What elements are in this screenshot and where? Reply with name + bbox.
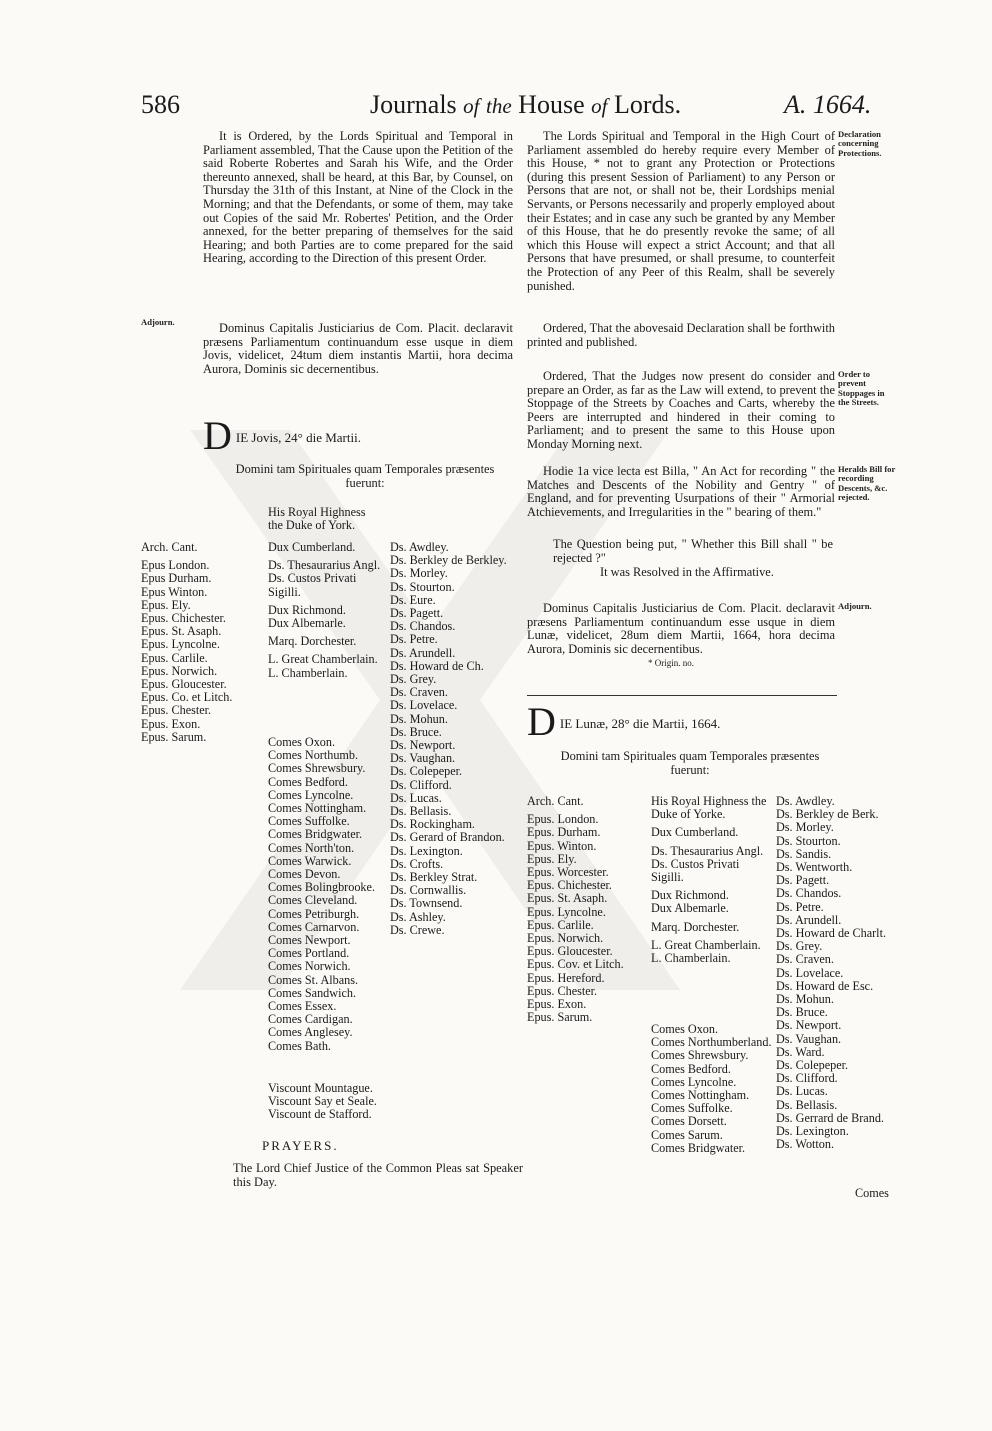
- page-year: A. 1664.: [784, 90, 872, 119]
- ordered-printed-paragraph: Ordered, That the abovesaid Declaration shall be forthwith printed and published.: [527, 321, 835, 349]
- present-heading-right: Domini tam Spirituales quam Temporales præsentes fuerunt:: [560, 749, 820, 777]
- present-heading: Domini tam Spirituales quam Temporales præsentes fuerunt:: [235, 462, 495, 490]
- margin-note-adjourn-right: Adjourn.: [838, 601, 872, 611]
- adjourn-paragraph: Dominus Capitalis Justiciarius de Com. Placit. declaravit præsens Parliamentum continuandum esse usque in diem Jovis, videlicet, 24tum diem instantis Martii, hora decima Aurora, Dominis sic decernentibus.: [203, 321, 513, 376]
- section-divider: [527, 695, 837, 696]
- spiritual-lords-list-right: Arch. Cant. Epus. London. Epus. Durham. Epus. Winton. Epus. Ely. Epus. Worcester. Epus. Chichester. Epus. St. Asaph. Epus. Lyncolne. Epus. Carlile. Epus. Norwich. Epus. Gloucester. Epus. Cov. et Litch. Epus. Hereford. Epus. Chester. Epus. Exon. Epus. Sarum.: [527, 794, 624, 1025]
- catchword: Comes: [855, 1186, 889, 1200]
- royal-highness: His Royal Highness the Duke of York.: [268, 505, 366, 533]
- page-number: 586: [141, 90, 180, 119]
- ordered-judges-paragraph: Ordered, That the Judges now present do consider and prepare an Order, as far as the Law will extend, to prevent the Stoppage of the Streets by Coaches and Carts, whereby the Peers are interrupted and hindered in their coming to Parliament; and to present the same to this House upon Monday Morning next.: [527, 369, 835, 451]
- earls-list-right: Comes Oxon. Comes Northumberland. Comes Shrewsbury. Comes Bedford. Comes Lyncolne. Comes Nottingham. Comes Suffolke. Comes Dorsett. Comes Sarum. Comes Bridgwater.: [651, 1022, 772, 1155]
- day-heading-jovis: D IE Jovis, 24° die Martii.: [203, 413, 361, 458]
- officers-list: Dux Cumberland. Ds. Thesaurarius Angl. Ds. Custos Privati Sigilli. Dux Richmond. Dux Albemarle. Marq. Dorchester. L. Great Chamberlain. L. Chamberlain.: [268, 540, 381, 680]
- declaration-paragraph: The Lords Spiritual and Temporal in the High Court of Parliament assembled do hereby require every Member of this House, * not to grant any Protection or Protections (during this present Session of Parliament) to any Person or Persons that are not, or shall not be, their Lordships menial Servants, or Persons necessarily and properly employed about their Estates; and in case any such be granted by any Member of this House, that he do presently revoke the same; of all which this House will expect a strict Account; and that all Persons that have presumed, or shall presume, to counterfeit the Protection of any Peer of this Realm, shall be severely punished.: [527, 129, 835, 293]
- footnote-origin: * Origin. no.: [648, 658, 694, 668]
- prayers-heading: PRAYERS.: [262, 1138, 339, 1153]
- ordered-paragraph: It is Ordered, by the Lords Spiritual and Temporal in Parliament assembled, That the Cause upon the Petition of the said Roberte Robertes and Sarah his Wife, and the Order thereunto annexed, shall be heard, at this Bar, by Counsel, on Thursday the 31th of this Instant, at Nine of the Clock in the Morning; and that the Defendants, or some of them, may take out Copies of the said Mr. Robertes' Petition, and the Order annexed, for the better preparing of themselves for the said Hearing; and both Parties are to come prepared for the said Hearing, according to the Direction of this present Order.: [203, 129, 513, 266]
- margin-note-declaration: Declaration concerning Protections.: [838, 129, 882, 158]
- officers-list-right: His Royal Highness the Duke of Yorke. Dux Cumberland. Ds. Thesaurarius Angl. Ds. Custos Privati Sigilli. Dux Richmond. Dux Albemarle. Marq. Dorchester. L. Great Chamberlain. L. Chamberlain.: [651, 794, 767, 966]
- barons-list: Ds. Awdley. Ds. Berkley de Berkley. Ds. Morley. Ds. Stourton. Ds. Eure. Ds. Pagett. Ds. Chandos. Ds. Petre. Ds. Arundell. Ds. Howard de Ch. Ds. Grey. Ds. Craven. Ds. Lovelace. Ds. Mohun. Ds. Bruce. Ds. Newport. Ds. Vaughan. Ds. Colepeper. Ds. Clifford. Ds. Lucas. Ds. Bellasis. Ds. Rockingham. Ds. Gerard of Brandon. Ds. Lexington. Ds. Crofts. Ds. Berkley Strat. Ds. Cornwallis. Ds. Townsend. Ds. Ashley. Ds. Crewe.: [390, 540, 507, 937]
- resolved-text: It was Resolved in the Affirmative.: [600, 565, 774, 579]
- margin-note-adjourn: Adjourn.: [141, 317, 175, 327]
- viscounts-list: Viscount Mountague. Viscount Say et Seale. Viscount de Stafford.: [268, 1081, 377, 1122]
- day-heading-lunae: D IE Lunæ, 28° die Martii, 1664.: [527, 699, 721, 744]
- margin-note-stoppages: Order to prevent Stoppages in the Streets.: [838, 369, 885, 408]
- question-put: The Question being put, " Whether this Bill shall " be rejected ?": [553, 537, 833, 565]
- barons-list-right: Ds. Awdley. Ds. Berkley de Berk. Ds. Morley. Ds. Stourton. Ds. Sandis. Ds. Wentworth. Ds. Pagett. Ds. Chandos. Ds. Petre. Ds. Arundell. Ds. Howard de Charlt. Ds. Grey. Ds. Craven. Ds. Lovelace. Ds. Howard de Esc. Ds. Mohun. Ds. Bruce. Ds. Newport. Ds. Vaughan. Ds. Ward. Ds. Colepeper. Ds. Clifford. Ds. Lucas. Ds. Bellasis. Ds. Gerrard de Brand. Ds. Lexington. Ds. Wotton.: [776, 794, 887, 1152]
- spiritual-lords-list: Arch. Cant. Epus London. Epus Durham. Epus Winton. Epus. Ely. Epus. Chichester. Epus. St. Asaph. Epus. Lyncolne. Epus. Carlile. Epus. Norwich. Epus. Gloucester. Epus. Co. et Litch. Epus. Chester. Epus. Exon. Epus. Sarum.: [141, 540, 233, 744]
- speaker-note: The Lord Chief Justice of the Common Pleas sat Speaker this Day.: [233, 1161, 523, 1189]
- page-title: Journals of the House of Lords.: [370, 90, 682, 119]
- margin-note-heralds: Heralds Bill for recording Descents, &c. rejected.: [838, 464, 896, 503]
- bill-reading-paragraph: Hodie 1a vice lecta est Billa, " An Act for recording " the Matches and Descents of the Nobility and Gentry " of England, and for preventing Usurpations of their " Armorial Atchievements, and Irregularities in the " bearing of them.": [527, 464, 835, 519]
- earls-list: Comes Oxon. Comes Northumb. Comes Shrewsbury. Comes Bedford. Comes Lyncolne. Comes Nottingham. Comes Suffolke. Comes Bridgwater. Comes North'ton. Comes Warwick. Comes Devon. Comes Bolingbrooke. Comes Cleveland. Comes Petriburgh. Comes Carnarvon. Comes Newport. Comes Portland. Comes Norwich. Comes St. Albans. Comes Sandwich. Comes Essex. Comes Cardigan. Comes Anglesey. Comes Bath.: [268, 735, 375, 1053]
- adjourn-paragraph-right: Dominus Capitalis Justiciarius de Com. Placit. declaravit præsens Parliamentum continuandum esse usque in diem Lunæ, videlicet, 28um diem Martii, 1664, hora decima Aurora, Dominis sic decernentibus.: [527, 601, 835, 656]
